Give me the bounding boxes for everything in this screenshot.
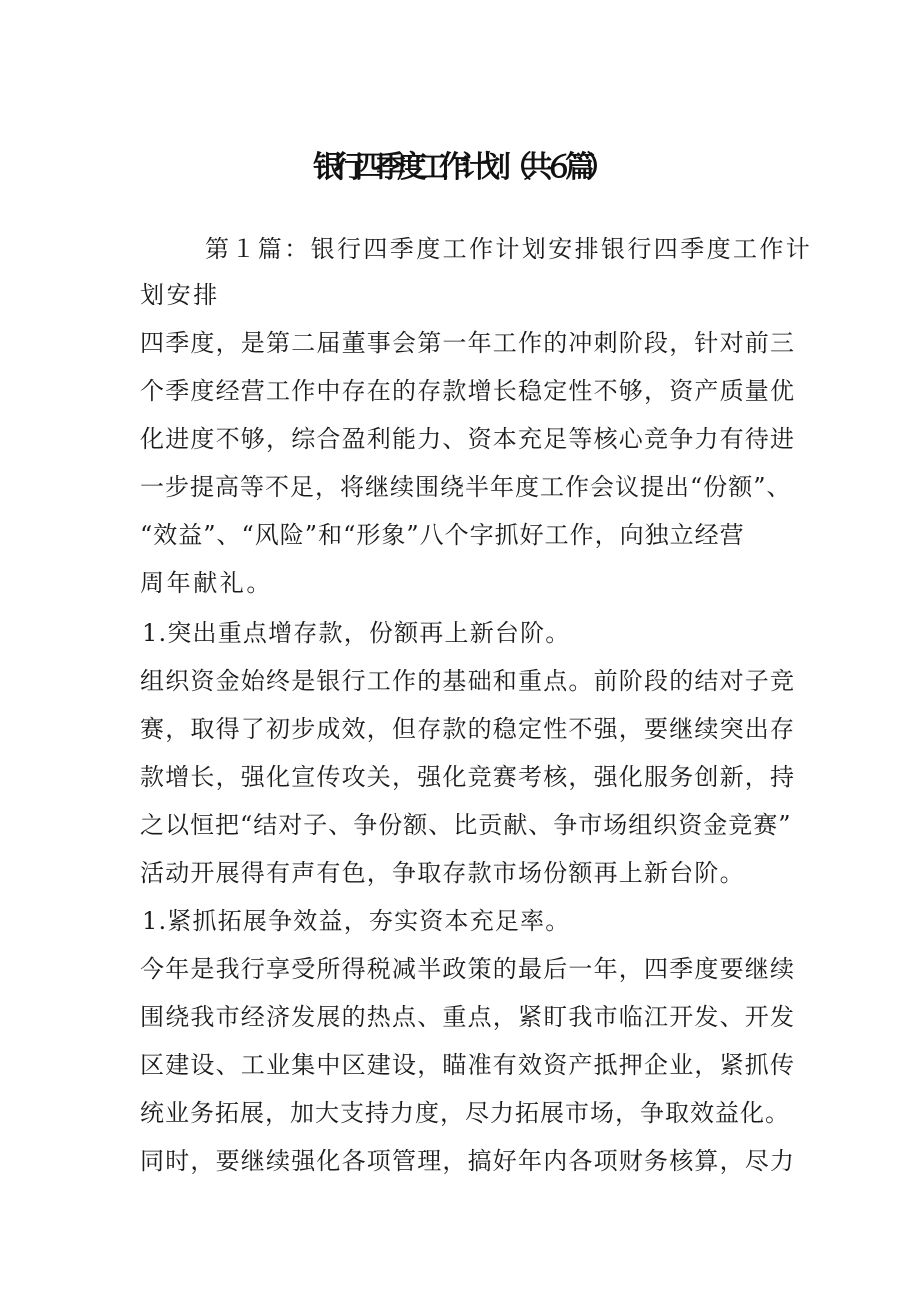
paragraph-line: 今年是我行享受所得税减半政策的最后一年，四季度要继续 (140, 955, 796, 983)
document-title: 银行四季度工作计划（共６篇） (313, 150, 607, 185)
paragraph-line: 活动开展得有声有色，争取存款市场份额再上新台阶。 (140, 859, 745, 887)
section-heading: 1.突出重点增存款，份额再上新台阶。 (142, 619, 571, 647)
paragraph-line: 围绕我市经济发展的热点、重点，紧盯我市临江开发、开发 (140, 1003, 796, 1031)
paragraph-line: 个季度经营工作中存在的存款增长稳定性不够，资产质量优 (140, 377, 796, 405)
paragraph-line: 款增长，强化宣传攻关，强化竞赛考核，强化服务创新，持 (140, 763, 796, 791)
paragraph-line: 同时，要继续强化各项管理，搞好年内各项财务核算，尽力 (140, 1147, 796, 1175)
paragraph-line: 统业务拓展，加大支持力度，尽力拓展市场，争取效益化。 (140, 1099, 790, 1127)
paragraph-line: 四季度，是第二届董事会第一年工作的冲刺阶段，针对前三 (140, 329, 796, 357)
paragraph-line: 组织资金始终是银行工作的基础和重点。前阶段的结对子竞 (140, 667, 796, 695)
paragraph-line: 区建设、工业集中区建设，瞄准有效资产抵押企业，紧抓传 (140, 1051, 796, 1079)
paragraph-line: 赛，取得了初步成效，但存款的稳定性不强，要继续突出存 (140, 715, 796, 743)
paragraph-line: “效益”、“风险”和“形象”八个字抓好工作，向独立经营 (140, 521, 745, 549)
paragraph-line: 之以恒把“结对子、争份额、比贡献、争市场组织资金竞赛” (140, 811, 792, 839)
paragraph-line: 划安排 (140, 281, 220, 309)
paragraph-line: 周年献礼。 (140, 569, 273, 597)
paragraph-line: 第１篇：银行四季度工作计划安排银行四季度工作计 (205, 235, 813, 263)
section-heading: 1.紧抓拓展争效益，夯实资本充足率。 (142, 907, 571, 935)
paragraph-line: 化进度不够，综合盈利能力、资本充足等核心竞争力有待进 (140, 425, 796, 453)
paragraph-line: 一步提高等不足，将继续围绕半年度工作会议提出“份额”、 (140, 473, 792, 501)
